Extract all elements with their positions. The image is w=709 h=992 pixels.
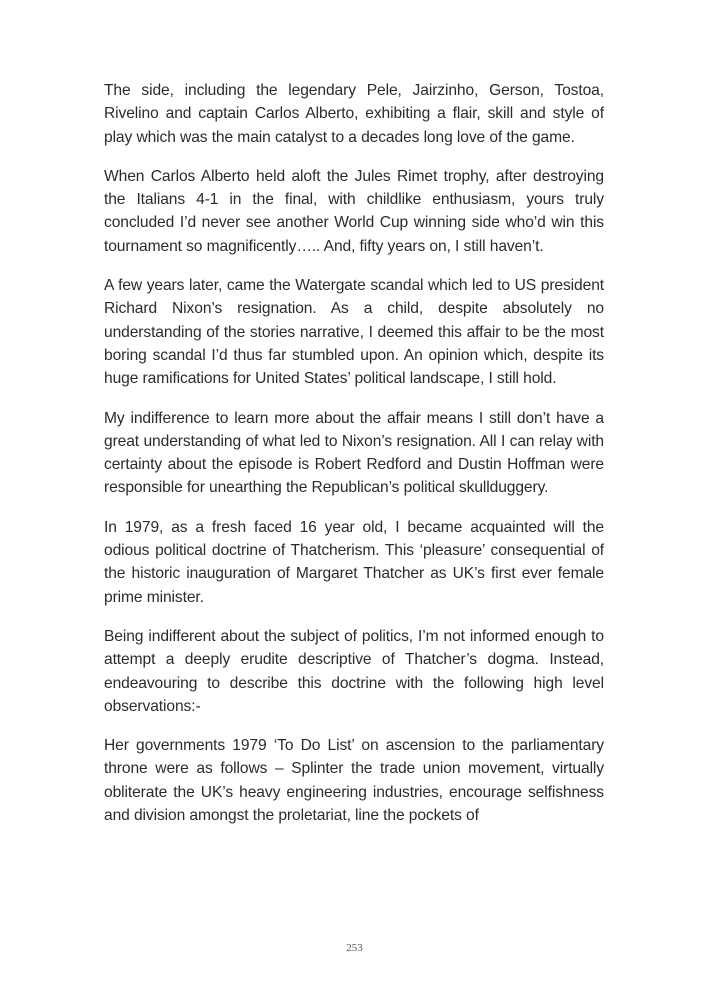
paragraph-3: A few years later, came the Watergate scandal which led to US president Richard Nixon’s resignation. As a child, despite absolutely no understanding of the stories narrative, I deemed this affair to be the most boring scandal I’d thus far stumbled upon. An opinion which, despite its huge ramifications for United States’ political landscape, I still hold. <box>104 277 604 388</box>
paragraph-2: When Carlos Alberto held aloft the Jules Rimet trophy, after destroying the Italians 4-1 in the final, with childlike enthusiasm, yours truly concluded I’d never see another World Cup winning side who’d win this tournament so magnificently….. And, fifty years on, I still haven’t. <box>104 167 604 255</box>
paragraph-1: The side, including the legendary Pele, Jairzinho, Gerson, Tostoa, Rivelino and captain Carlos Alberto, exhibiting a flair, skill and style of play which was the main catalyst to a decades long love of the game. <box>104 82 604 146</box>
paragraph-6: Being indifferent about the subject of politics, I’m not informed enough to attempt a deeply erudite descriptive of Thatcher’s dogma. Instead, endeavouring to describe this doctrine with the following high level observations:- <box>104 627 604 715</box>
paragraph-5: In 1979, as a fresh faced 16 year old, I became acquainted will the odious political doctrine of Thatcherism. This ‘pleasure’ consequential of the historic inauguration of Margaret Thatcher as UK’s first ever female prime minister. <box>104 518 604 606</box>
page-number: 253 <box>346 942 363 954</box>
paragraph-7: Her governments 1979 ‘To Do List’ on ascension to the parliamentary throne were as follows – Splinter the trade union movement, virtually obliterate the UK’s heavy engineering industries, encourage selfishness and division amongst the proletariat, line the pockets of <box>104 737 604 825</box>
body-text <box>104 79 604 843</box>
paragraph-4: My indifference to learn more about the affair means I still don’t have a great understanding of what led to Nixon’s resignation. All I can relay with certainty about the episode is Robert Redford and Dustin Hoffman were responsible for unearthing the Republican’s political skullduggery. <box>104 409 604 497</box>
